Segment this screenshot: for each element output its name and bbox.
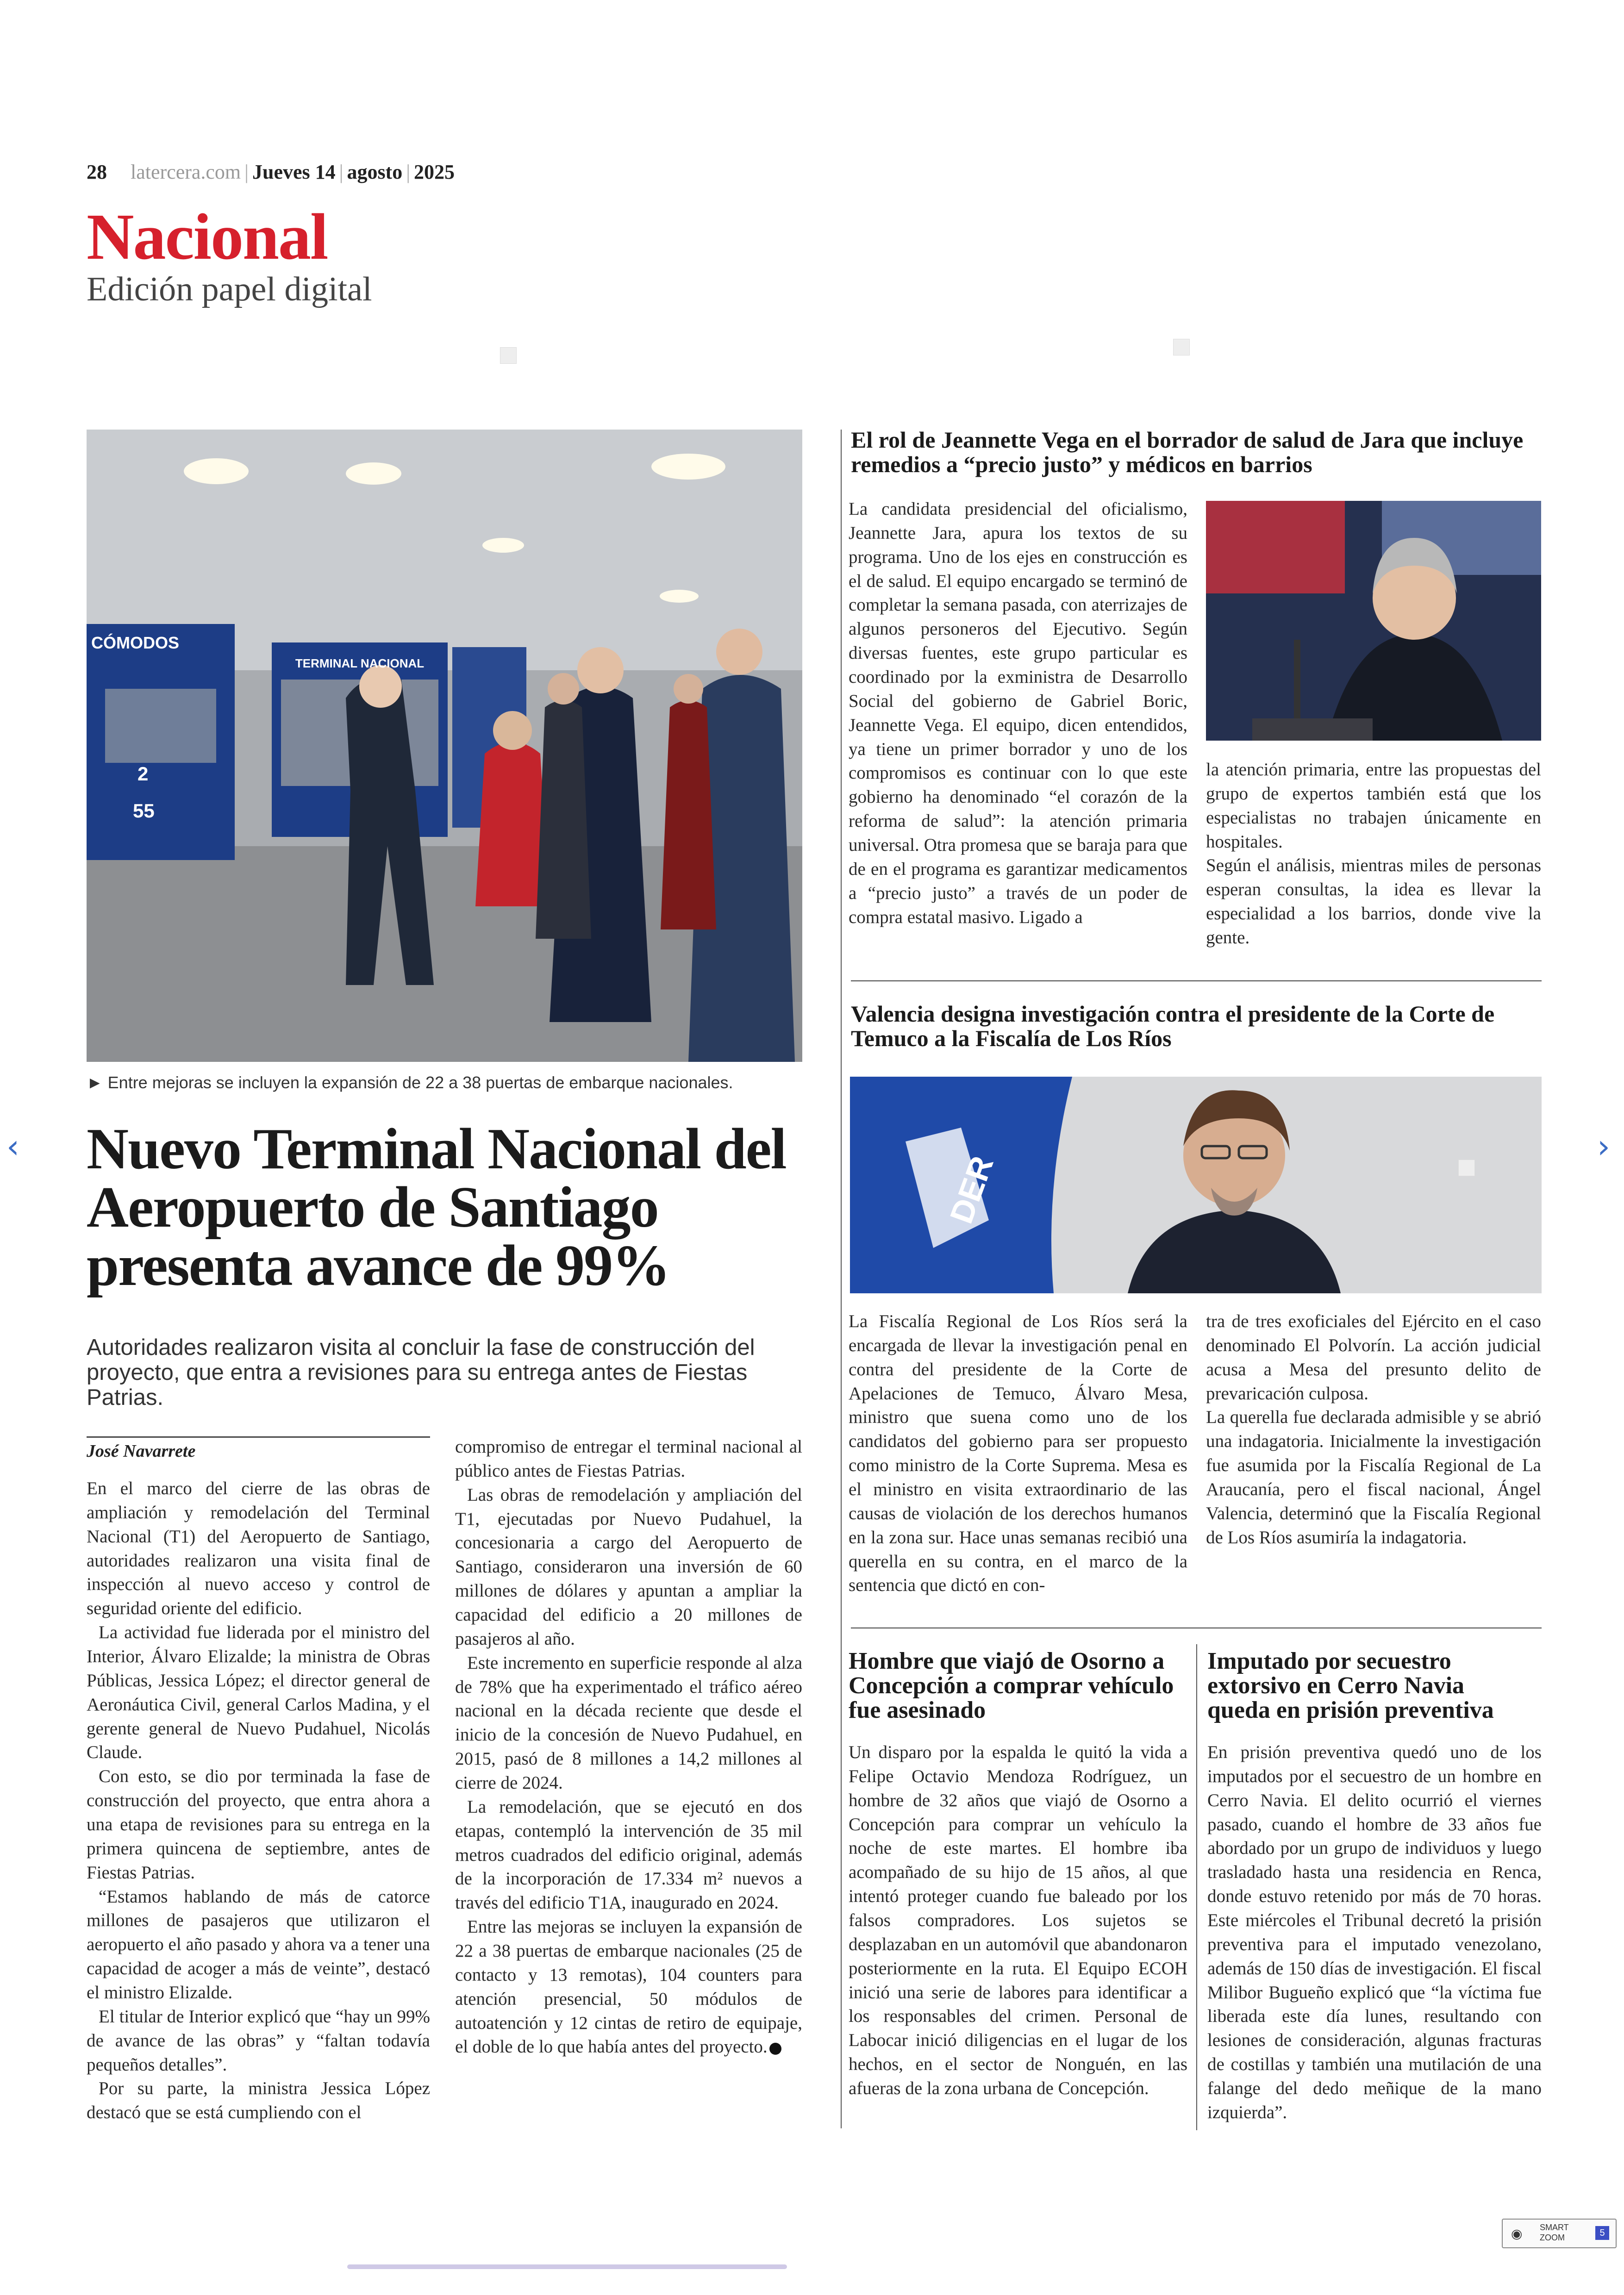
paragraph: Un disparo por la espalda le quitó la vida a Felipe Octavio Mendoza Rodríguez, un hombre de 32 años que viajó de Osorno a Concepción para comprar un vehículo la noche de este martes. El hombre iba acompañado de su hijo de 15 años, al que intentó proteger cuando fue baleado por los falsos compradores. Los sujetos se desplazaban en un automóvil que abandonaron posteriormente en la ruta. El Equipo ECOH inició una serie de labores para identificar a los responsables del crimen. Personal de Labocar inició diligencias en el lugar de los hechos, en el sector de Nonguén, en las afueras de la zona urbana de Concepción.	[849, 1742, 1187, 2099]
screen-text: TERMINAL NACIONAL	[295, 656, 425, 670]
main-dek: Autoridades realizaron visita al concluir la fase de construcción del proyecto, que entra a revisiones para su entrega antes de Fiestas Patrias.	[87, 1335, 755, 1410]
column-divider	[841, 430, 842, 2128]
ad-placeholder-icon	[1173, 339, 1190, 355]
screen-number: 2	[137, 763, 149, 785]
paragraph: La Fiscalía Regional de Los Ríos será la encargada de llevar la investigación penal en contra del presidente de la Corte de Apelaciones de Temuco, Álvaro Mesa, ministro que suena como uno de los candidatos del gobierno para ser propuesto como ministro de la Corte Suprema. Mesa es el ministro en visita extraordinario de las causas de violación de los derechos humanos en la zona sur. Hace unas semanas recibió una querella en su contra, en el marco de la sentencia que dictó en con-	[849, 1311, 1187, 1596]
paragraph: La candidata presidencial del oficialismo, Jeannette Jara, apura los textos de su programa. Uno de los ejes en construcción es el de salud. El equipo encargado se terminó de completar la semana pasada, con aterrizajes de algunos personeros del Ejecutivo. Según diversas fuentes, este grupo particular es coordinado por la exministra de Desarrollo Social del gobierno de Gabriel Boric, Jeannette Vega. El equipo, dicen entendidos, ya tiene un primer borrador y uno de los compromisos es continuar con lo que este gobierno ha denominado “el corazón de la reforma de salud”: la atención primaria universal. Otra promesa que se baraja para que de en el programa es garantizar medicamentos a “precio justo” a través de un poder de compra estatal masivo. Ligado a	[849, 499, 1187, 927]
vega-photo	[1206, 501, 1541, 741]
paragraph: El titular de Interior explicó que “hay un 99% de avance de las obras” y “faltan todavía pequeños detalles”.	[87, 2006, 430, 2075]
main-story-column-2	[455, 1435, 802, 2059]
paragraph: En el marco del cierre de las obras de ampliación y remodelación del Terminal Nacional (T1) del Aeropuerto de Santiago, autoridades realizaron una visita final de inspección al nuevo acceso y control de seguridad oriente del edificio.	[87, 1478, 430, 1619]
valencia-column-2	[1206, 1310, 1541, 1550]
byline-rule	[87, 1436, 430, 1438]
paragraph: Según el análisis, mientras miles de personas esperan consultas, la idea es llevar la especialidad a los barrios, donde vive la gente.	[1206, 855, 1541, 948]
paragraph: La querella fue declarada admisible y se abrió una indagatoria. Inicialmente la investigación fue asumida por la Fiscalía Regional de La Araucanía, pero el fiscal nacional, Ángel Valencia, determinó que la Fiscalía Regional de Los Ríos asumiría la indagatoria.	[1206, 1407, 1541, 1547]
main-story-column-1	[87, 1477, 430, 2125]
section-title: Nacional	[87, 200, 328, 273]
valencia-photo	[850, 1077, 1542, 1293]
osorno-headline: Hombre que viajó de Osorno a Concepción a comprar vehículo fue asesinado	[849, 1648, 1174, 1724]
photo-caption-text: Entre mejoras se incluyen la expansión de 22 a 38 puertas de embarque nacionales.	[107, 1073, 733, 1092]
site-name: latercera.com	[131, 161, 241, 183]
prev-page-arrow-icon[interactable]: ‹	[6, 1128, 19, 1166]
smart-zoom-button[interactable]	[1502, 2219, 1617, 2248]
valencia-column-1	[849, 1310, 1187, 1597]
vega-headline: El rol de Jeannette Vega en el borrador de salud de Jara que incluye remedios a “precio justo” y médicos en barrios	[851, 427, 1524, 477]
column-divider	[1196, 1644, 1197, 2130]
story-separator	[851, 980, 1542, 981]
vega-column-2	[1206, 758, 1541, 950]
flag-text: DER	[943, 1151, 1000, 1229]
paragraph: Las obras de remodelación y ampliación del T1, ejecutadas por Nuevo Pudahuel, la concesionaria a cargo del Aeropuerto de Santiago, consideraron una inversión de 60 millones de dólares y apuntan a ampliar la capacidad del edificio a 20 millones de pasajeros al año.	[455, 1484, 802, 1649]
issue-month: agosto	[347, 161, 403, 183]
paragraph: tra de tres exoficiales del Ejército en el caso denominado El Polvorín. La acción judicial acusa a Mesa del presunto delito de prevaricación culposa.	[1206, 1311, 1541, 1403]
byline: José Navarrete	[87, 1441, 196, 1461]
main-story-photo	[87, 430, 802, 1062]
paragraph: la atención primaria, entre las propuestas del grupo de expertos también está que los especialistas no trabajen únicamente en hospitales.	[1206, 760, 1541, 852]
paragraph	[455, 1915, 802, 2059]
next-page-arrow-icon[interactable]: ›	[1597, 1128, 1610, 1166]
screen-text: CÓMODOS	[91, 633, 180, 652]
paragraph: “Estamos hablando de más de catorce millones de pasajeros que utilizaron el aeropuerto el año pasado y ahora va a tener una capacidad de acoger a más de veinte”, destacó el ministro Elizalde.	[87, 1886, 430, 2003]
screen-number: 55	[133, 800, 155, 822]
cerro-navia-body	[1207, 1740, 1542, 2125]
main-headline: Nuevo Terminal Nacional del Aeropuerto de Santiago presenta avance de 99%	[87, 1117, 786, 1298]
end-mark-icon	[769, 2043, 781, 2055]
vega-column-1	[849, 497, 1187, 929]
paragraph: La remodelación, que se ejecutó en dos etapas, contempló la intervención de 35 mil metros cuadrados del edificio original, además de la incorporación de 17.334 m² nuevos a través del edificio T1A, inaugurado en 2024.	[455, 1796, 802, 1913]
paragraph: Este incremento en superficie responde al alza de 78% que ha experimentado el tráfico aéreo nacional en la década reciente que desde el inicio de la concesión de Nuevo Pudahuel, en 2015, pasó de 8 millones a 14,2 millones al cierre de 2024.	[455, 1653, 802, 1793]
smart-zoom-label: SMART ZOOM	[1540, 2223, 1569, 2242]
edition-subtitle: Edición papel digital	[87, 270, 372, 308]
ad-placeholder-icon	[1458, 1160, 1475, 1176]
horizontal-scrollbar[interactable]	[347, 2264, 787, 2269]
issue-weekday: Jueves 14	[252, 161, 336, 183]
paragraph: compromiso de entregar el terminal nacional al público antes de Fiestas Patrias.	[455, 1437, 802, 1481]
photo-caption	[87, 1073, 733, 1092]
paragraph: En prisión preventiva quedó uno de los imputados por el secuestro de un hombre en Cerro Navia. El delito ocurrió el viernes pasado, cuando el hombre de 33 años fue abordado por un grupo de individuos y luego trasladado hasta una residencia en Renca, donde estuvo retenido por más de 70 horas. Este miércoles el Tribunal decretó la prisión preventiva para el imputado venezolano, además de 150 días de investigación. El fiscal Milibor Bugueño explicó que “la víctima fue liberada este día lunes, resultando con lesiones de consideración, algunas fracturas de costillas y también una mutilación de una falange del dedo meñique de la mano izquierda”.	[1207, 1742, 1542, 2122]
paragraph: Con esto, se dio por terminada la fase de construcción del proyecto, que entra ahora a una etapa de revisiones para su entrega en la primera quincena de septiembre, antes de Fiestas Patrias.	[87, 1766, 430, 1883]
page-header: 28 latercera.com | Jueves 14 | agosto | 2025	[87, 161, 455, 183]
ad-placeholder-icon	[500, 347, 517, 364]
cerro-navia-headline: Imputado por secuestro extorsivo en Cerro Navia queda en prisión preventiva	[1207, 1648, 1494, 1724]
osorno-body	[849, 1740, 1187, 2101]
valencia-headline: Valencia designa investigación contra el presidente de la Corte de Temuco a la Fiscalía de Los Ríos	[851, 1001, 1495, 1051]
paragraph: La actividad fue liderada por el ministro del Interior, Álvaro Elizalde; la ministra de Obras Públicas, Jessica López; el director general de Aeronáutica Civil, general Carlos Madina, y el gerente general de Nuevo Pudahuel, Nicolás Claude.	[87, 1622, 430, 1763]
page-number: 28	[87, 161, 107, 183]
eye-icon: ◉	[1511, 2226, 1523, 2241]
paragraph: Por su parte, la ministra Jessica López destacó que se está cumpliendo con el	[87, 2078, 430, 2123]
caption-marker-icon: ►	[87, 1073, 103, 1092]
paragraph-text: Entre las mejoras se incluyen la expansión de 22 a 38 puertas de embarque nacionales (25 de contacto y 13 remotas), 104 counters para atención presencial, 50 módulos de autoatención y 12 cintas de retiro de equipaje, el doble de lo que había antes del proyecto.	[455, 1917, 802, 2057]
zoom-badge: 5	[1595, 2226, 1609, 2240]
issue-year: 2025	[414, 161, 455, 183]
